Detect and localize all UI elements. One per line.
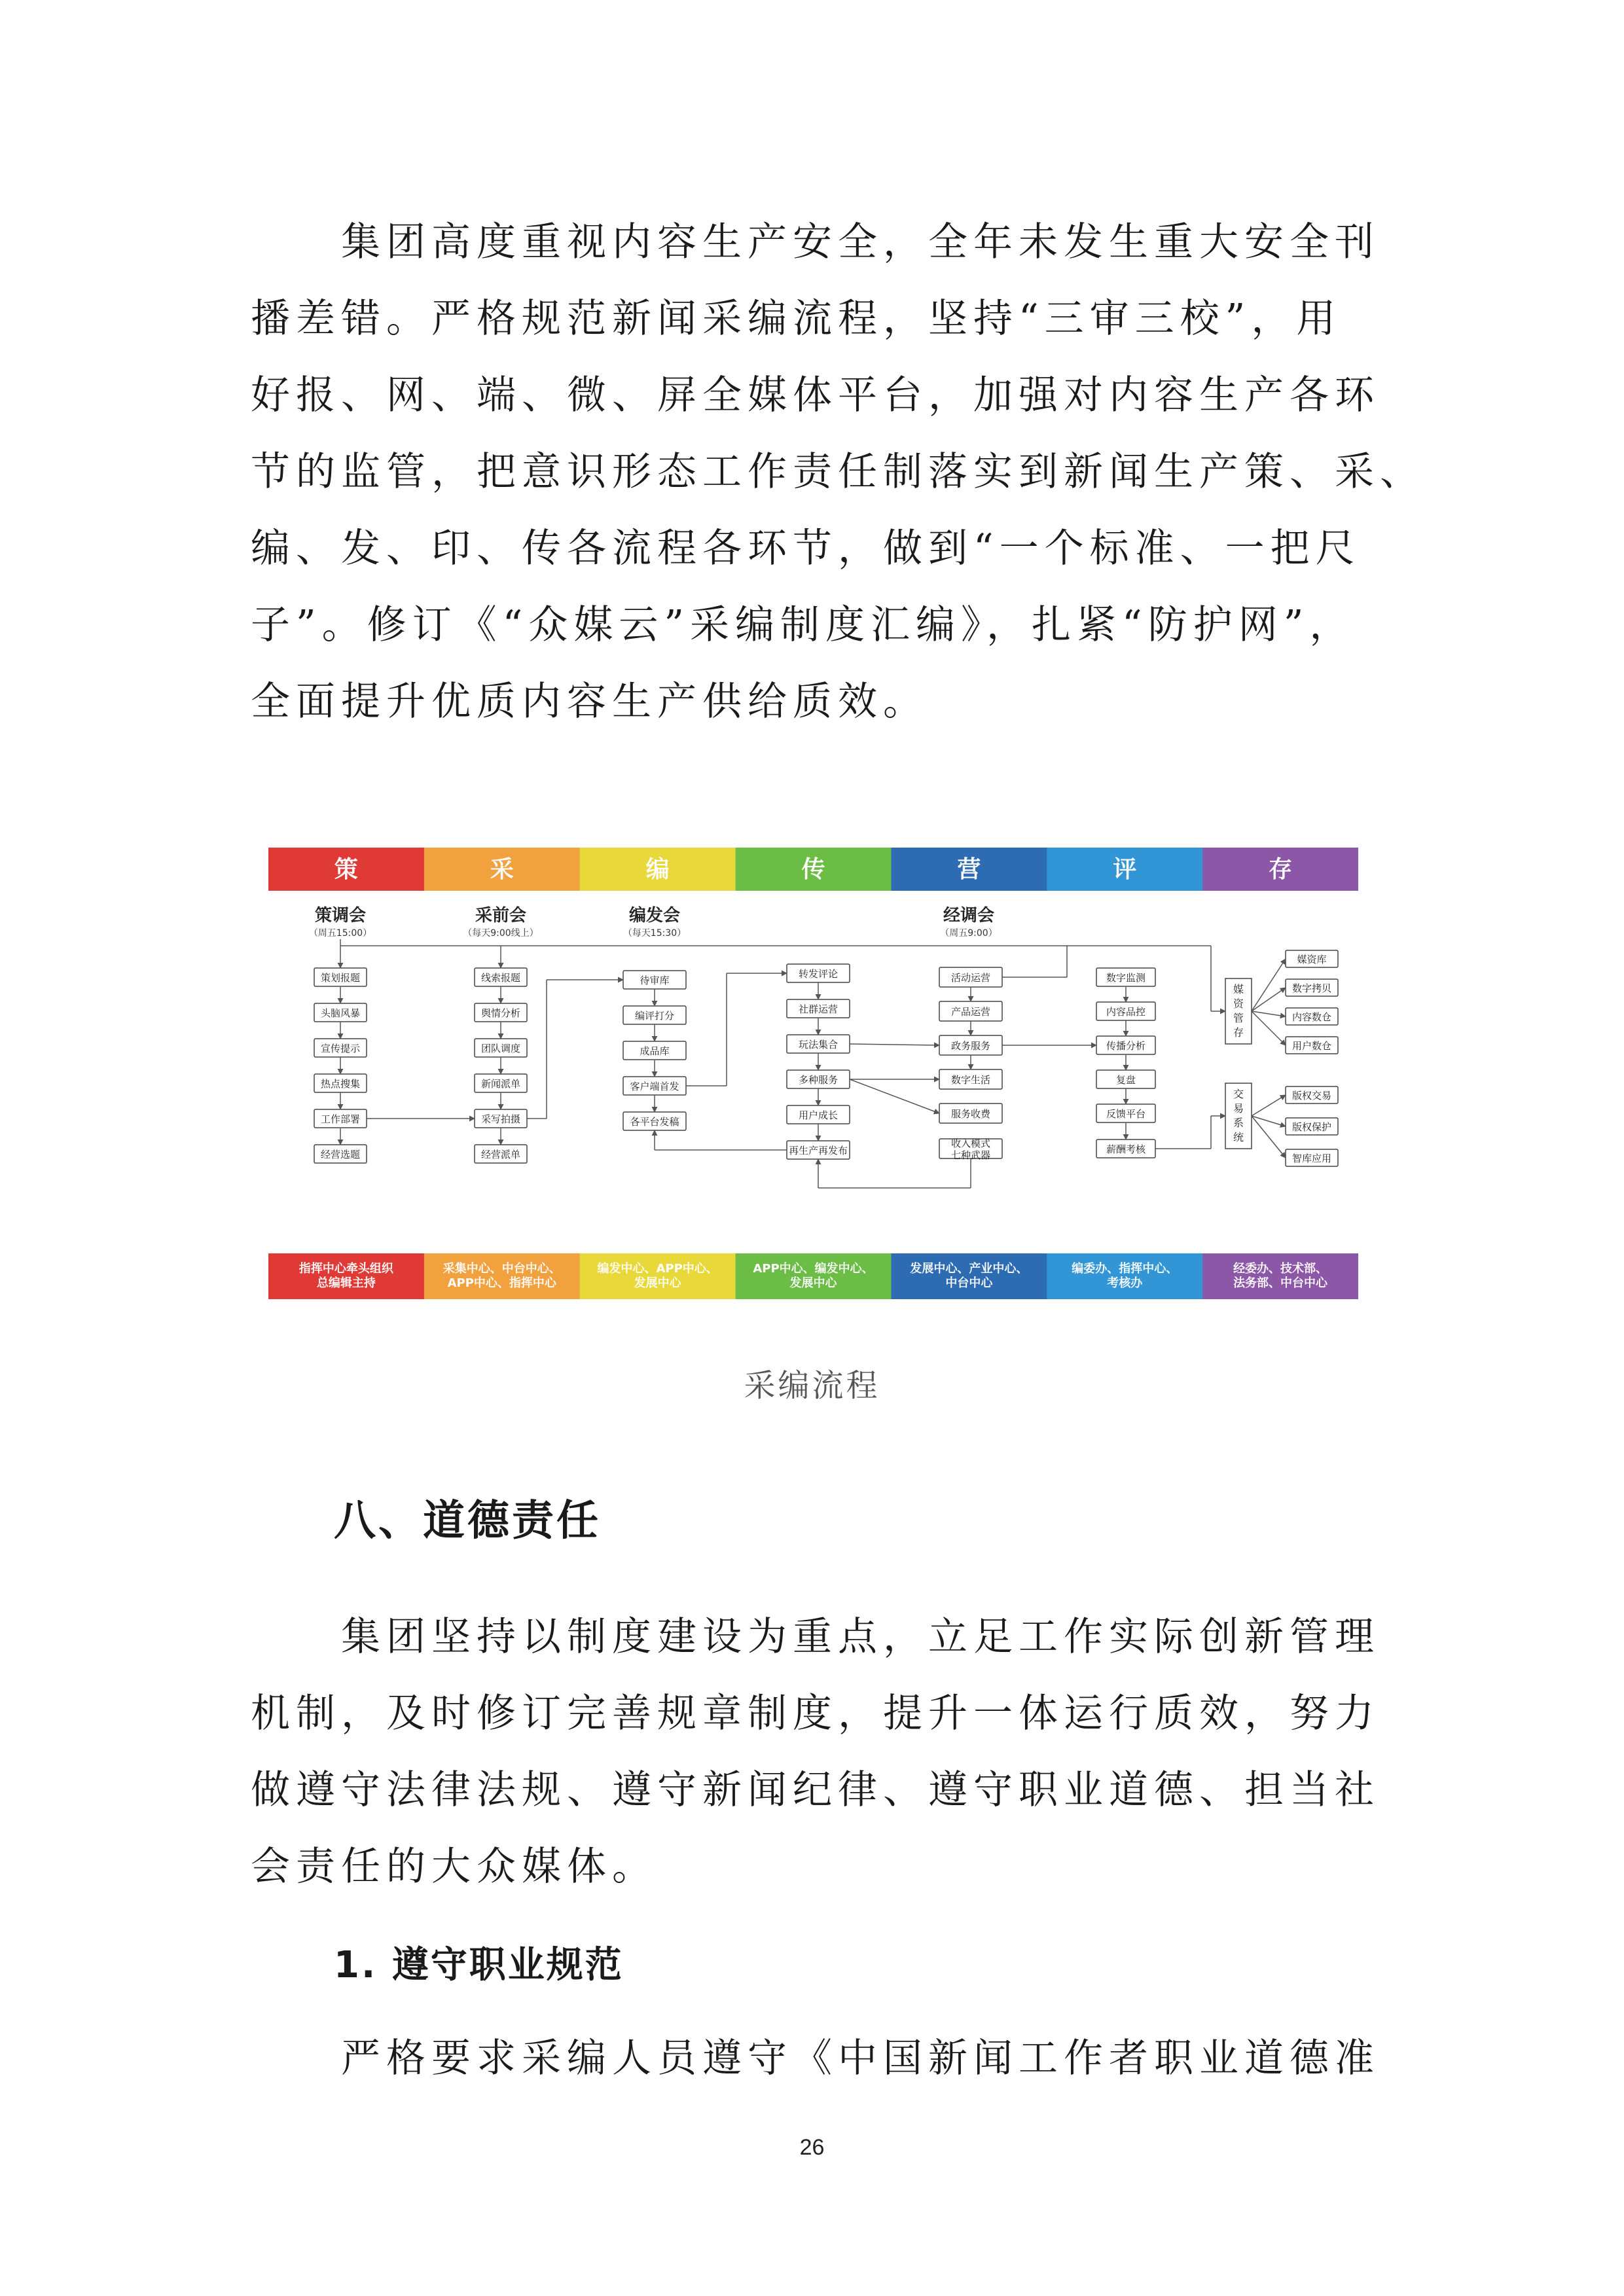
meeting-time: （周五15:00） bbox=[308, 928, 372, 939]
col5-label: 服务收费 bbox=[950, 1108, 991, 1120]
meeting-time: （每天15:30） bbox=[623, 928, 687, 939]
meeting-title: 策调会 bbox=[314, 906, 367, 925]
text-line: 节的监管，把意识形态工作责任制落实到新闻生产策、采、 bbox=[251, 449, 1425, 495]
col4-label: 再生产再发布 bbox=[788, 1145, 848, 1157]
col8a-label: 媒资库 bbox=[1297, 954, 1327, 965]
header-label: 编 bbox=[645, 856, 670, 883]
col3-label: 各平台发稿 bbox=[630, 1116, 679, 1128]
header-label: 评 bbox=[1113, 856, 1137, 883]
col1-label: 工作部署 bbox=[320, 1113, 361, 1125]
text-line: 会责任的大众媒体。 bbox=[251, 1844, 657, 1890]
col8a-label: 用户数仓 bbox=[1291, 1040, 1332, 1052]
meeting-time: （周五9:00） bbox=[940, 928, 998, 939]
text-line: 集团高度重视内容生产安全，全年未发生重大安全刊 bbox=[341, 219, 1380, 265]
section-heading: 八、道德责任 bbox=[334, 1497, 601, 1545]
col1-label: 热点搜集 bbox=[320, 1078, 361, 1090]
col4-label: 用户成长 bbox=[798, 1109, 839, 1121]
meeting-title: 编发会 bbox=[628, 906, 681, 925]
connector bbox=[1252, 1116, 1286, 1158]
text-line: 好报、网、端、微、屏全媒体平台，加强对内容生产各环 bbox=[251, 372, 1380, 418]
text-line: 做遵守法律法规、遵守新闻纪律、遵守职业道德、担当社 bbox=[251, 1767, 1380, 1813]
connector bbox=[1252, 959, 1286, 1011]
text-line: 编、发、印、传各流程各环节，做到“一个标准、一把尺 bbox=[251, 526, 1361, 571]
col7b-label: 系 bbox=[1233, 1117, 1244, 1129]
footer-label: 发展中心、产业中心、中台中心 bbox=[910, 1262, 1028, 1290]
header-label: 策 bbox=[334, 856, 358, 883]
col7a-label: 存 bbox=[1233, 1026, 1244, 1039]
col3-label: 待审库 bbox=[640, 975, 670, 986]
col5-label: 产品运营 bbox=[950, 1006, 991, 1018]
connector bbox=[1252, 1116, 1286, 1126]
col3-label: 成品库 bbox=[640, 1045, 670, 1057]
col6-label: 数字监测 bbox=[1106, 972, 1146, 984]
footer-label: 编委办、指挥中心、考核办 bbox=[1072, 1262, 1178, 1290]
col8b-label: 版权保护 bbox=[1291, 1121, 1332, 1133]
col6-label: 复盘 bbox=[1115, 1074, 1136, 1086]
col6-label: 薪酬考核 bbox=[1106, 1143, 1146, 1155]
col2-label: 新闻派单 bbox=[480, 1078, 521, 1090]
footer-label: 采集中心、中台中心、 APP中心、指挥中心 bbox=[442, 1262, 561, 1290]
meeting-time: （每天9:00线上） bbox=[463, 928, 539, 939]
subsection-heading: 1. 遵守职业规范 bbox=[334, 1944, 624, 1986]
col8b-label: 智库应用 bbox=[1291, 1153, 1332, 1164]
col5-label: 数字生活 bbox=[950, 1074, 991, 1086]
col5-label: 活动运营 bbox=[950, 972, 991, 984]
col1-label: 头脑风暴 bbox=[320, 1007, 361, 1019]
col7a-label: 资 bbox=[1233, 997, 1244, 1010]
col3-label: 编评打分 bbox=[634, 1010, 675, 1022]
connector bbox=[1252, 1095, 1286, 1116]
footer-label: APP中心、编发中心、发展中心 bbox=[753, 1262, 874, 1290]
page-number: 26 bbox=[799, 2135, 825, 2160]
header-label: 传 bbox=[801, 856, 825, 883]
footer-label: 编发中心、APP中心、发展中心 bbox=[597, 1262, 718, 1290]
col4-label: 多种服务 bbox=[798, 1074, 839, 1086]
col8a-label: 内容数仓 bbox=[1291, 1011, 1332, 1023]
figure-caption: 采编流程 bbox=[744, 1367, 880, 1404]
text-line: 集团坚持以制度建设为重点，立足工作实际创新管理 bbox=[341, 1614, 1380, 1660]
text-line: 子”。修订《“众媒云”采编制度汇编》，扎紧“防护网”， bbox=[251, 602, 1355, 648]
col7a-label: 媒 bbox=[1233, 983, 1244, 996]
header-label: 采 bbox=[490, 856, 514, 883]
col4-label: 社群运营 bbox=[798, 1003, 839, 1015]
text-line: 严格要求采编人员遵守《中国新闻工作者职业道德准 bbox=[341, 2036, 1380, 2081]
col6-label: 传播分析 bbox=[1106, 1040, 1146, 1052]
col4-label: 转发评论 bbox=[798, 968, 839, 980]
col1-label: 宣传提示 bbox=[320, 1043, 361, 1054]
col2-label: 采写拍摄 bbox=[480, 1113, 521, 1125]
connector bbox=[1252, 988, 1286, 1011]
connector bbox=[850, 1079, 939, 1113]
col8a-label: 数字拷贝 bbox=[1291, 982, 1332, 994]
col2-label: 线索报题 bbox=[480, 972, 521, 984]
col4-label: 玩法集合 bbox=[798, 1039, 839, 1050]
col7b-label: 统 bbox=[1233, 1131, 1244, 1143]
connector bbox=[1252, 1011, 1286, 1045]
col7b-label: 交 bbox=[1233, 1088, 1244, 1100]
col5-label: 政务服务 bbox=[950, 1040, 991, 1052]
col8b-label: 版权交易 bbox=[1291, 1090, 1332, 1102]
col2-label: 舆情分析 bbox=[480, 1007, 521, 1019]
body-paragraph-1 bbox=[251, 204, 1425, 740]
body-paragraph-3 bbox=[251, 2020, 1386, 2097]
body-paragraph-2 bbox=[251, 1599, 1386, 1905]
col1-label: 策划报题 bbox=[320, 972, 361, 984]
col2-label: 团队调度 bbox=[480, 1043, 521, 1054]
text-line: 全面提升优质内容生产供给质效。 bbox=[251, 679, 928, 725]
col6-label: 反馈平台 bbox=[1106, 1108, 1146, 1120]
header-label: 营 bbox=[957, 856, 981, 883]
text-line: 机制，及时修订完善规章制度，提升一体运行质效，努力 bbox=[251, 1691, 1380, 1736]
col5-label: 收入模式七种武器 bbox=[950, 1138, 991, 1161]
col3-label: 客户端首发 bbox=[630, 1081, 679, 1092]
col7a-label: 管 bbox=[1233, 1012, 1244, 1024]
text-line: 播差错。严格规范新闻采编流程，坚持“三审三校”，用 bbox=[251, 296, 1342, 342]
col1-label: 经营选题 bbox=[320, 1149, 361, 1160]
meeting-title: 经调会 bbox=[943, 906, 995, 925]
col7b-label: 易 bbox=[1233, 1102, 1244, 1115]
col2-label: 经营派单 bbox=[480, 1149, 521, 1160]
connector bbox=[850, 1044, 939, 1045]
col6-label: 内容品控 bbox=[1106, 1006, 1146, 1018]
meeting-title: 采前会 bbox=[475, 906, 527, 925]
workflow-diagram bbox=[268, 848, 1358, 1306]
footer-label: 经委办、技术部、法务部、中台中心 bbox=[1233, 1262, 1328, 1290]
footer-label: 指挥中心牵头组织总编辑主持 bbox=[298, 1262, 393, 1290]
header-label: 存 bbox=[1269, 856, 1293, 883]
